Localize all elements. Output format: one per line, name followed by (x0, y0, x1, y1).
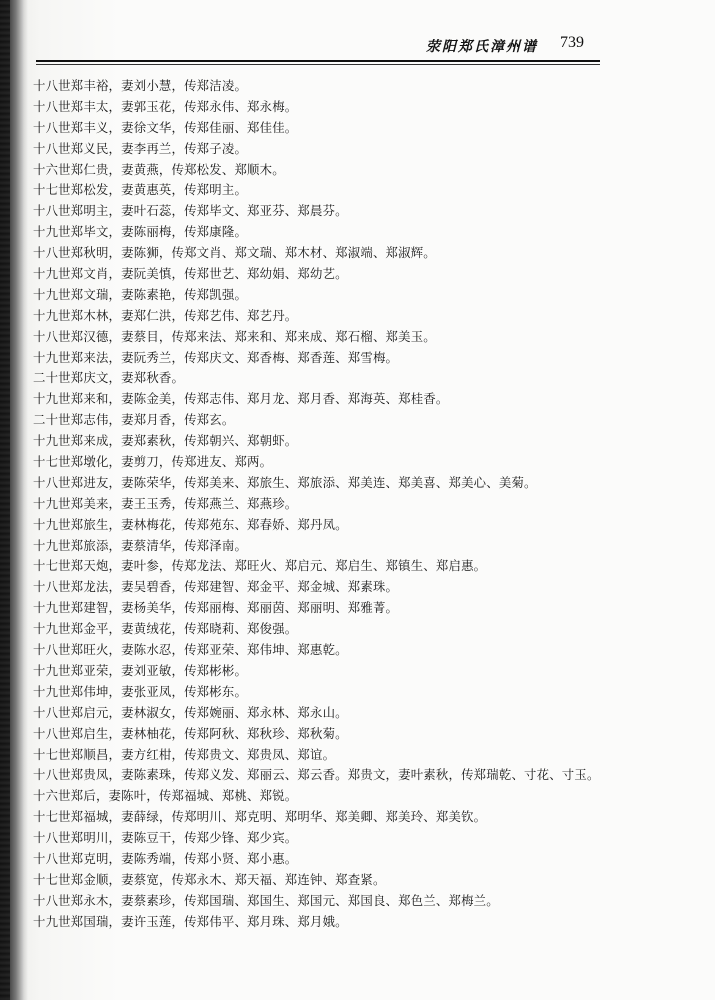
genealogy-entry: 十八世郑克明，妻陈秀端，传郑小贤、郑小惠。 (33, 850, 298, 866)
genealogy-entries (33, 76, 653, 933)
genealogy-entry: 十八世郑丰裕，妻刘小慧，传郑洁凌。 (33, 78, 248, 93)
genealogy-entry: 十八世郑明川，妻陈豆干，传郑少锋、郑少宾。 (33, 830, 298, 846)
header-rule (36, 60, 600, 62)
genealogy-entry: 十九世郑建智，妻杨美华，传郑丽梅、郑丽茵、郑丽明、郑雅菁。 (33, 600, 399, 616)
genealogy-entry: 十八世郑启元，妻林淑女，传郑婉丽、郑永林、郑永山。 (33, 704, 348, 720)
genealogy-entry: 十八世郑汉德，妻蔡目，传郑来法、郑来和、郑来成、郑石榴、郑美玉。 (33, 328, 436, 344)
book-title: 荥阳郑氏漳州谱 (426, 39, 538, 55)
genealogy-entry: 十七世郑天炮，妻叶参，传郑龙法、郑旺火、郑启元、郑启生、郑镇生、郑启惠。 (33, 558, 487, 574)
genealogy-entry: 十七世郑福城，妻薛绿，传郑明川、郑克明、郑明华、郑美卿、郑美玲、郑美钦。 (33, 809, 487, 825)
genealogy-entry: 十八世郑义民，妻李再兰，传郑子凌。 (33, 140, 248, 156)
genealogy-entry: 十九世郑来成，妻郑素秋，传郑朝兴、郑朝虾。 (33, 433, 298, 449)
genealogy-entry: 十八世郑永木，妻蔡素珍，传郑国瑞、郑国生、郑国元、郑国良、郑色兰、郑梅兰。 (33, 892, 499, 908)
genealogy-entry: 十九世郑来法，妻阮秀兰，传郑庆文、郑香梅、郑香莲、郑雪梅。 (33, 349, 399, 365)
genealogy-entry: 十八世郑丰义，妻徐文华，传郑佳丽、郑佳佳。 (33, 119, 298, 135)
genealogy-entry: 十九世郑来和，妻陈金美，传郑志伟、郑月龙、郑月香、郑海英、郑桂香。 (33, 391, 449, 407)
genealogy-entry: 二十世郑志伟，妻郑月香，传郑玄。 (33, 412, 235, 428)
genealogy-entry: 十九世郑亚荣，妻刘亚敏，传郑彬彬。 (33, 662, 248, 678)
genealogy-entry: 十八世郑进友，妻陈荣华，传郑美来、郑旅生、郑旅添、郑美连、郑美喜、郑美心、美菊。 (33, 474, 537, 490)
genealogy-entry: 十八世郑贵凤，妻陈素珠，传郑义发、郑丽云、郑云香。郑贵文，妻叶素秋，传郑瑞乾、寸花、寸玉。 (33, 767, 600, 783)
genealogy-entry: 十八世郑龙法，妻吴碧香，传郑建智、郑金平、郑金城、郑素珠。 (33, 579, 399, 595)
page-number: 739 (560, 34, 584, 51)
genealogy-entry: 十六世郑仁贵，妻黄燕，传郑松发、郑顺木。 (33, 161, 285, 177)
header-rule-thin (36, 64, 600, 65)
genealogy-entry: 十八世郑丰太，妻郭玉花，传郑永伟、郑永梅。 (33, 98, 298, 114)
genealogy-entry: 十九世郑文瑞，妻陈素艳，传郑凯强。 (33, 286, 248, 302)
genealogy-entry: 十九世郑金平，妻黄绒花，传郑晓莉、郑俊强。 (33, 621, 298, 637)
genealogy-entry: 十八世郑启生，妻林柚花，传郑阿秋、郑秋珍、郑秋菊。 (33, 725, 348, 741)
genealogy-entry: 十七世郑顺昌，妻方红柑，传郑贵文、郑贵凤、郑谊。 (33, 746, 336, 762)
genealogy-entry: 十九世郑文肖，妻阮美慎，传郑世艺、郑幼娟、郑幼艺。 (33, 266, 348, 282)
genealogy-entry: 十七世郑金顺，妻蔡宽，传郑永木、郑天福、郑连钟、郑查紧。 (33, 871, 386, 887)
genealogy-entry: 十九世郑旅生，妻林梅花，传郑苑东、郑春娇、郑丹凤。 (33, 516, 348, 532)
genealogy-entry: 十九世郑毕文，妻陈丽梅，传郑康隆。 (33, 224, 248, 240)
genealogy-entry: 十八世郑旺火，妻陈水忍，传郑亚荣、郑伟坤、郑惠乾。 (33, 642, 348, 658)
genealogy-entry: 十八世郑秋明，妻陈狮，传郑文肖、郑文瑞、郑木材、郑淑端、郑淑辉。 (33, 245, 436, 261)
genealogy-entry: 十八世郑明主，妻叶石蕊，传郑毕文、郑亚芬、郑晨芬。 (33, 203, 348, 219)
genealogy-entry: 十六世郑后，妻陈叶，传郑福城、郑桃、郑锐。 (33, 788, 298, 804)
binding-edge (0, 0, 10, 1000)
genealogy-entry: 十九世郑旅添，妻蔡清华，传郑泽南。 (33, 537, 248, 553)
genealogy-entry: 十九世郑木林，妻郑仁洪，传郑艺伟、郑艺丹。 (33, 307, 298, 323)
genealogy-entry: 十七世郑松发，妻黄惠英，传郑明主。 (33, 182, 248, 198)
genealogy-entry: 十九世郑伟坤，妻张亚凤，传郑彬东。 (33, 683, 248, 699)
genealogy-entry: 十七世郑墩化，妻剪刀，传郑进友、郑两。 (33, 454, 273, 470)
genealogy-entry: 十九世郑美来，妻王玉秀，传郑燕兰、郑燕珍。 (33, 495, 298, 511)
genealogy-entry: 二十世郑庆文，妻郑秋香。 (33, 370, 185, 386)
genealogy-entry: 十九世郑国瑞，妻许玉莲，传郑伟平、郑月珠、郑月娥。 (33, 913, 348, 929)
